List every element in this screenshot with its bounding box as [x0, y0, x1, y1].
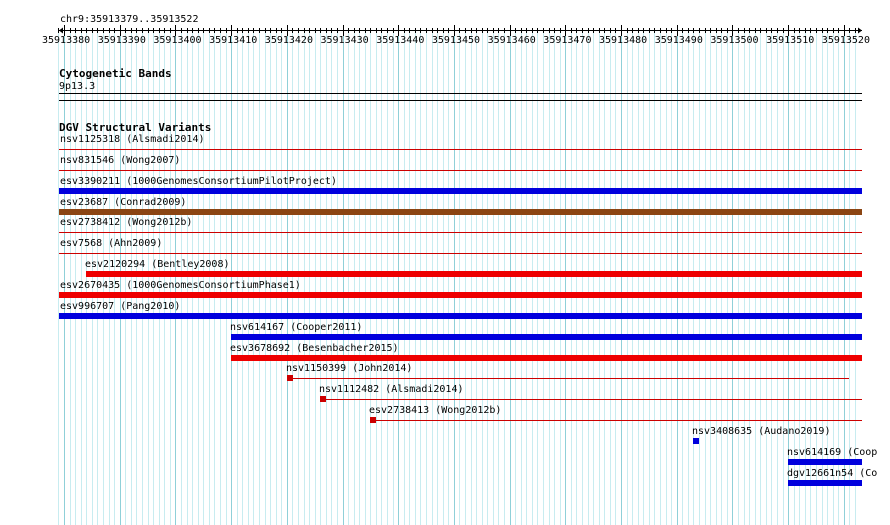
dgv-feature-glyph[interactable]: [287, 378, 849, 379]
ruler-tick-label: 35913380: [42, 35, 91, 46]
locus-label: chr9:35913379..35913522: [60, 14, 199, 25]
ruler-tick-label: 35913400: [153, 35, 202, 46]
dgv-feature-glyph[interactable]: [59, 292, 862, 298]
dgv-feature-glyph[interactable]: [59, 209, 862, 215]
dgv-feature-label[interactable]: nsv831546 (Wong2007): [60, 154, 181, 166]
ruler-arrow-right: [858, 28, 862, 34]
ruler-tick-label: 35913500: [710, 35, 759, 46]
dgv-feature-glyph[interactable]: [59, 149, 862, 150]
dgv-feature-label[interactable]: nsv1125318 (Alsmadi2014): [60, 134, 205, 145]
dgv-feature-label[interactable]: nsv614169 (Coop: [787, 446, 878, 458]
dgv-feature-label[interactable]: esv996707 (Pang2010): [60, 300, 181, 312]
dgv-feature-glyph[interactable]: [59, 232, 862, 233]
dgv-feature-label[interactable]: nsv614167 (Cooper2011): [230, 321, 363, 333]
cytoband-label: 9p13.3: [59, 81, 96, 92]
ruler-tick-label: 35913410: [209, 35, 258, 46]
dgv-feature-glyph[interactable]: [231, 355, 862, 361]
dgv-feature-glyph[interactable]: [59, 188, 862, 194]
ruler-tick-label: 35913450: [431, 35, 481, 46]
ruler-tick-label: 35913470: [543, 35, 592, 46]
dgv-feature-glyph[interactable]: [59, 313, 862, 319]
dgv-feature-glyph[interactable]: [86, 271, 862, 277]
dgv-feature-label[interactable]: esv3390211 (1000GenomesConsortiumPilotProject): [60, 175, 337, 187]
ruler-tick-label: 35913510: [766, 35, 815, 46]
dgv-feature-endcap[interactable]: [370, 417, 376, 423]
dgv-feature-label[interactable]: dgv12661n54 (Co: [787, 467, 878, 479]
dgv-feature-label[interactable]: nsv1112482 (Alsmadi2014): [319, 384, 464, 396]
dgv-feature-glyph[interactable]: [370, 420, 862, 421]
ruler-tick-label: 35913480: [599, 35, 648, 46]
cytoband-bar: [59, 93, 862, 94]
ruler-tick-label: 35913440: [376, 35, 425, 46]
ruler-tick-label: 35913390: [97, 35, 146, 46]
ruler-tick-label: 35913420: [264, 35, 313, 46]
dgv-feature-glyph[interactable]: [59, 170, 862, 171]
dgv-feature-glyph[interactable]: [59, 253, 862, 254]
dgv-feature-glyph[interactable]: [320, 399, 862, 400]
ruler-tick-label: 35913490: [654, 35, 703, 46]
dgv-feature-label[interactable]: esv3678692 (Besenbacher2015): [230, 342, 399, 354]
dgv-feature-label[interactable]: esv23687 (Conrad2009): [60, 196, 187, 208]
dgv-feature-label[interactable]: nsv3408635 (Audano2019): [692, 425, 831, 437]
ruler-tick-label: 35913430: [320, 35, 369, 46]
dgv-feature-label[interactable]: esv2120294 (Bentley2008): [85, 259, 230, 271]
dgv-feature-glyph[interactable]: [788, 459, 862, 465]
dgv-track-title: DGV Structural Variants: [59, 121, 212, 134]
dgv-feature-glyph[interactable]: [693, 438, 699, 444]
dgv-feature-label[interactable]: esv2738412 (Wong2012b): [60, 217, 193, 229]
dgv-feature-label[interactable]: esv7568 (Ahn2009): [60, 238, 163, 250]
dgv-feature-label[interactable]: esv2738413 (Wong2012b): [369, 405, 502, 417]
dgv-feature-endcap[interactable]: [320, 396, 326, 402]
cytobands-track-title: Cytogenetic Bands: [59, 67, 172, 80]
dgv-feature-label[interactable]: nsv1150399 (John2014): [286, 363, 413, 375]
dgv-feature-endcap[interactable]: [287, 375, 293, 381]
dgv-feature-glyph[interactable]: [231, 334, 862, 340]
dgv-feature-label[interactable]: esv2670435 (1000GenomesConsortiumPhase1): [60, 279, 301, 291]
ruler-tick-label: 35913460: [487, 35, 536, 46]
ruler-tick-label: 35913520: [821, 35, 870, 46]
ruler-arrow-left: [59, 28, 63, 34]
track-divider: [59, 100, 862, 101]
dgv-feature-glyph[interactable]: [788, 480, 862, 486]
